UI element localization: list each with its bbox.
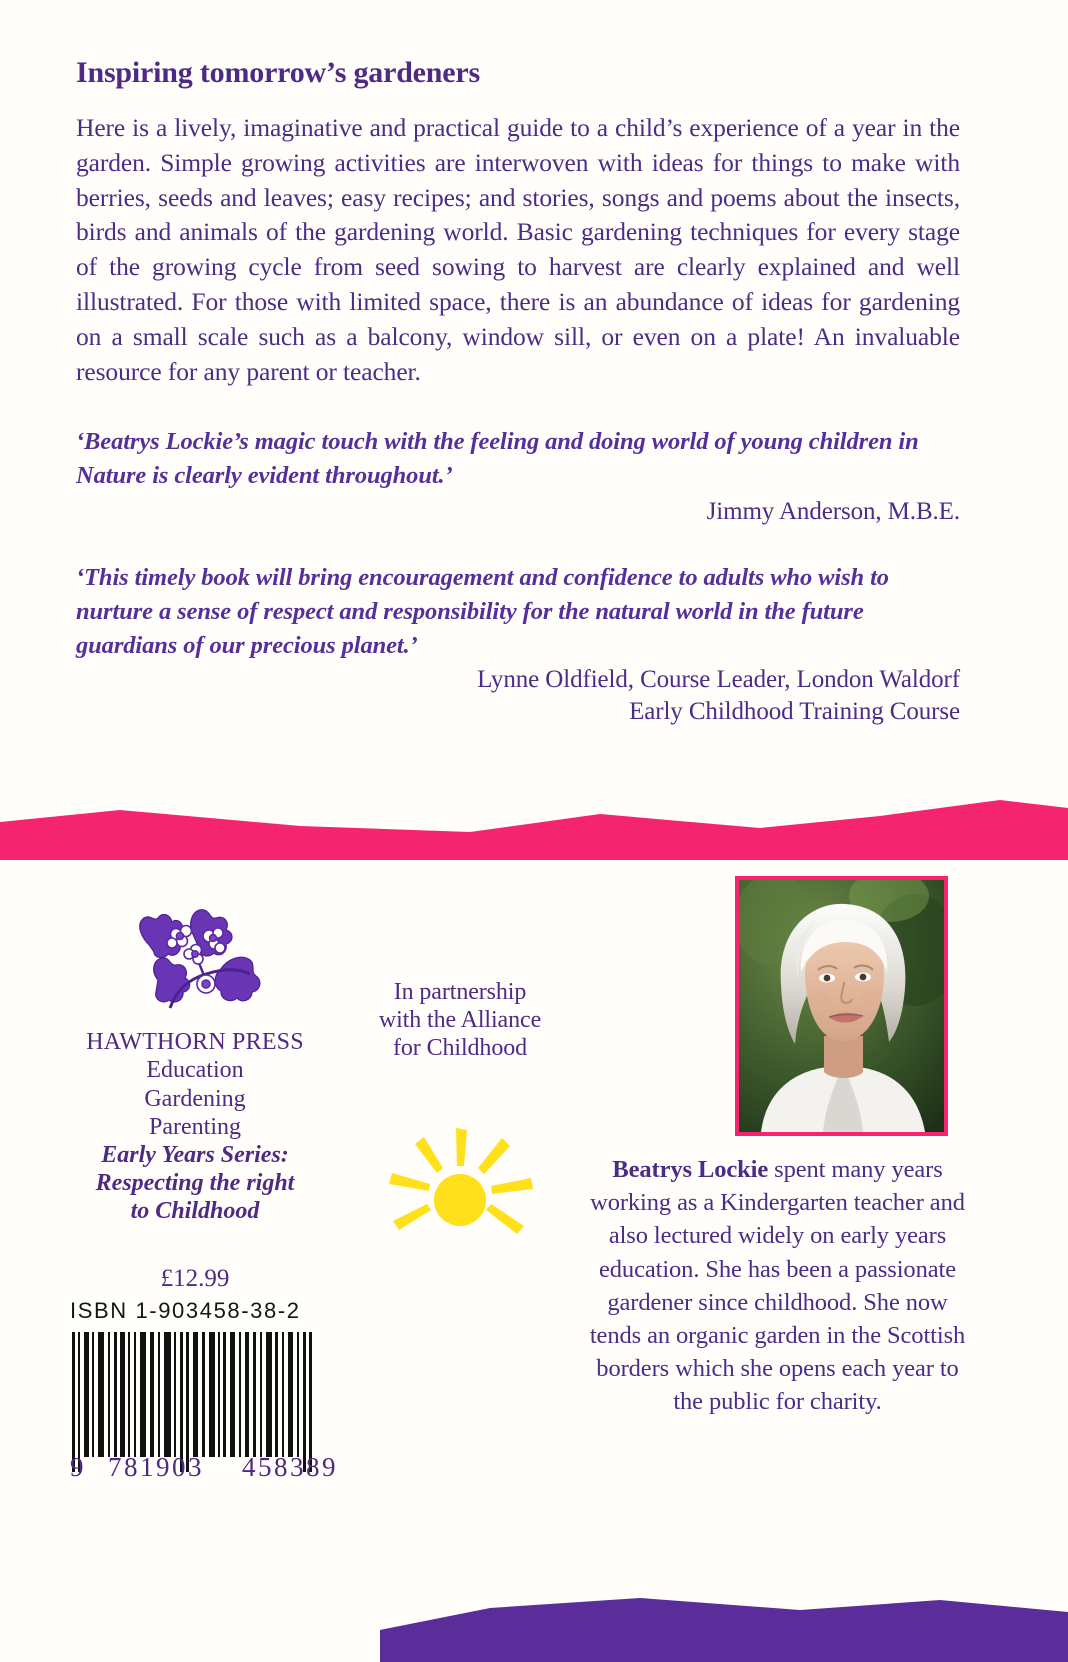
series-title-line2: Respecting the right (95, 1170, 295, 1197)
partnership-line3: for Childhood (392, 1035, 528, 1062)
series-title-line3: to Childhood (130, 1198, 260, 1225)
author-bio (580, 1153, 975, 1419)
partnership-line1: In partnership (393, 979, 527, 1005)
publisher-subject-gardening: Gardening (144, 1085, 246, 1112)
ean-digits-left: 781903 (108, 1452, 204, 1482)
isbn-number: ISBN 1-903458-38-2 (70, 1298, 301, 1323)
hawthorn-branch-icon (110, 888, 280, 1018)
review-quote-2: ‘This timely book will bring encouragement and confidence to adults who wish to nurture a sense of respect and responsibility for the natural world in the future guardians of our precious planet.’ (76, 564, 889, 660)
publisher-subject-parenting: Parenting (149, 1113, 241, 1140)
review-attribution-2-line1: Lynne Oldfield, Course Leader, London Waldorf (477, 665, 960, 693)
series-title-line1: Early Years Series: (101, 1142, 289, 1169)
barcode-wrapper (70, 1332, 338, 1484)
author-name: Beatrys Lockie (612, 1156, 769, 1183)
isbn-block (22, 1298, 338, 1484)
partnership-block (335, 978, 585, 1242)
publisher-name: HAWTHORN PRESS (86, 1029, 304, 1055)
lower-section (0, 868, 1068, 1662)
review-attribution-2-line2: Early Childhood Training Course (629, 698, 960, 726)
ean-digits-right: 458389 (242, 1452, 338, 1482)
sun-icon (385, 1122, 535, 1242)
author-portrait-image (739, 880, 944, 1132)
author-photo (735, 876, 948, 1136)
review-quote-1: ‘Beatrys Lockie’s magic touch with the feeling and doing world of young children in Nature is clearly evident throughout.’ (76, 428, 919, 490)
pink-wave-divider (0, 786, 1068, 860)
purple-wave-footer (380, 1578, 1068, 1662)
price-label: £12.99 (160, 1265, 230, 1293)
blurb-section (76, 56, 960, 728)
description-paragraph: Here is a lively, imaginative and practical guide to a child’s experience of a year in the garden. Simple growing activities are interwoven with ideas for things to make with berries, seeds and leaves; easy recipes; and stories, songs and poems about the insects, birds and animals of the gardening world. Basic gardening techniques for every stage of the growing cycle from seed sowing to harvest are clearly explained and well illustrated. For those with limited space, there is an abundance of ideas for gardening on a small scale such as a balcony, window sill, or even on a plate! An invaluable resource for any parent or teacher. (76, 113, 960, 386)
publisher-block (50, 888, 340, 1293)
ean-digit-prefix: 9 (70, 1452, 84, 1482)
author-bio-text: spent many years working as a Kindergarten teacher and also lectured widely on early years education. She has been a passionate gardener since childhood. She now tends an organic garden in the Scottish borders which she opens each year to the public for charity. (589, 1156, 966, 1416)
review-attribution-1: Jimmy Anderson, M.B.E. (706, 497, 960, 525)
partnership-line2: with the Alliance (378, 1007, 542, 1034)
page-title: Inspiring tomorrow’s gardeners (76, 56, 480, 89)
publisher-subject-education: Education (146, 1057, 244, 1084)
